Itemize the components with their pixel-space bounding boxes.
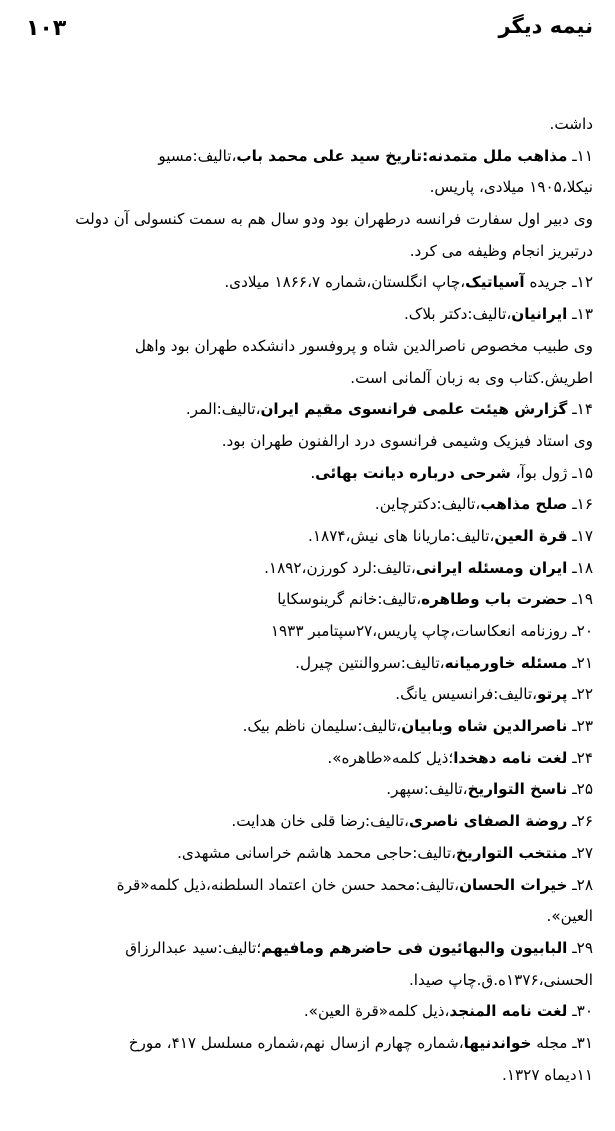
- text-span: ۱۵ـ ژول بوآ،: [510, 463, 593, 482]
- text-span: ۲۸ـ: [567, 875, 593, 894]
- text-span: ،تالیف:محمد حسن خان اعتماد السلطنه،ذیل کلمه«قرة: [116, 875, 460, 894]
- text-line: [21, 492, 593, 516]
- text-span: ،شماره چهارم ازسال نهم،شماره مسلسل ۴۱۷، مورخ: [128, 1033, 464, 1052]
- text-line: [21, 873, 593, 897]
- text-span: ،چاپ انگلستان،شماره ۱۸۶۶،۷ میلادی.: [224, 273, 466, 292]
- text-line: [21, 809, 593, 833]
- text-line: [21, 936, 593, 960]
- reference-title: مذاهب ملل متمدنه:تاریخ سید علی محمد باب: [236, 146, 568, 165]
- text-span: ؛ذیل کلمه«طاهره».: [327, 748, 454, 767]
- reference-title: ناصرالدین شاه وبابیان: [401, 717, 568, 736]
- reference-title: مسئله خاورمیانه: [444, 653, 568, 672]
- text-line: [21, 429, 593, 453]
- text-line: [21, 999, 593, 1023]
- text-span: ۲۴ـ: [567, 748, 593, 767]
- text-span: ۱۴ـ: [567, 400, 593, 419]
- text-span: ۱۲ـ جریده: [524, 273, 593, 292]
- text-span: ۱۳ـ: [567, 305, 593, 324]
- text-line: [21, 587, 593, 611]
- text-span: ،تالیف:سلیمان ناظم بیک.: [242, 717, 402, 736]
- text-line: [21, 175, 593, 199]
- running-header-title: نیمه دیگر: [498, 14, 593, 38]
- reference-title: پرتو: [537, 685, 568, 704]
- text-span: ۲۷ـ: [567, 843, 593, 862]
- text-span: درتبریز انجام وظیفه می کرد.: [409, 241, 593, 260]
- text-span: ۱۹ـ: [567, 590, 593, 609]
- reference-title: البابیون والبهائیون فی حاضرهم ومافیهم: [261, 938, 568, 957]
- text-line: [21, 366, 593, 390]
- text-span: داشت.: [549, 115, 593, 133]
- text-span: ،ذیل کلمه«قرة العین».: [303, 1002, 450, 1021]
- text-span: الحسنی،۱۳۷۶ه.ق.چاپ صیدا.: [408, 970, 593, 989]
- reference-title: قرة العین: [494, 526, 568, 545]
- text-span: ،تالیف:المر.: [185, 400, 261, 419]
- text-span: .: [310, 463, 316, 482]
- text-span: ،تالیف:دکتر بلاک.: [403, 305, 512, 324]
- text-line: [21, 112, 593, 136]
- text-span: وی طبیب مخصوص ناصرالدین شاه و پروفسور دانشکده طهران بود واهل: [134, 336, 593, 355]
- text-span: ،تالیف:حاجی محمد هاشم خراسانی مشهدی.: [177, 843, 457, 862]
- text-span: ۱۱ـ: [567, 146, 593, 165]
- text-span: ۲۳ـ: [567, 717, 593, 736]
- reference-title: ایران ومسئله ایرانی: [415, 558, 568, 577]
- text-span: ۲۰ـ روزنامه انعکاسات،چاپ پاریس،۲۷سپتامبر ۱۹۳۳: [270, 622, 593, 640]
- reference-title: ناسخ التواریخ: [467, 780, 568, 799]
- text-line: [21, 651, 593, 675]
- text-line: [21, 207, 593, 231]
- text-span: ،تالیف:سپهر.: [386, 780, 468, 799]
- text-span: ۳۱ـ مجله: [531, 1033, 593, 1052]
- text-span: ۲۶ـ: [567, 812, 593, 831]
- text-line: [21, 777, 593, 801]
- text-span: نیکلا،۱۹۰۵ میلادی، پاریس.: [429, 178, 593, 197]
- text-span: اطریش.کتاب وی به زبان آلمانی است.: [350, 368, 593, 387]
- text-line: [21, 714, 593, 738]
- reference-title: آسیاتیک: [465, 273, 525, 292]
- text-line: [21, 619, 593, 643]
- text-line: [21, 682, 593, 706]
- reference-title: ایرانیان: [511, 305, 568, 324]
- text-span: وی دبیر اول سفارت فرانسه درطهران بود ودو سال هم به سمت کنسولی آن دولت: [75, 210, 593, 229]
- text-span: ،تالیف:لرد کورزن،۱۸۹۲.: [264, 558, 416, 577]
- text-line: [21, 397, 593, 421]
- text-span: ،تالیف:دکترچاین.: [374, 495, 481, 514]
- text-span: ۱۸ـ: [567, 558, 593, 577]
- reference-title: منتخب التواریخ: [456, 843, 568, 862]
- text-line: [21, 302, 593, 326]
- text-span: ۲۱ـ: [567, 653, 593, 672]
- text-span: ۳۰ـ: [567, 1002, 593, 1021]
- text-line: [21, 968, 593, 992]
- text-line: [21, 746, 593, 770]
- reference-title: خواندنیها: [463, 1033, 532, 1052]
- text-line: [21, 1031, 593, 1055]
- text-line: [21, 239, 593, 263]
- text-span: ،تالیف:رضا قلی خان هدایت.: [231, 812, 409, 831]
- text-line: [21, 841, 593, 865]
- reference-title: صلح مذاهب: [480, 495, 568, 514]
- text-span: ۲۵ـ: [567, 780, 593, 799]
- text-span: ۱۶ـ: [567, 495, 593, 514]
- text-line: [21, 144, 593, 168]
- bibliography-text: [21, 112, 593, 1094]
- text-span: ،تالیف:خانم گرینوسکایا: [277, 590, 422, 609]
- reference-title: حضرت باب وطاهره: [421, 590, 568, 609]
- reference-title: لغت نامه دهخدا: [453, 748, 568, 767]
- text-span: ،تالیف:مسیو: [158, 146, 237, 165]
- text-line: [21, 904, 593, 928]
- text-span: وی استاد فیزیک وشیمی فرانسوی درد ارالفنون طهران بود.: [221, 431, 593, 450]
- text-line: [21, 524, 593, 548]
- text-line: [21, 1063, 593, 1087]
- reference-title: شرحی درباره دیانت بهائی: [315, 463, 511, 482]
- text-line: [21, 461, 593, 485]
- text-span: ۱۱دیماه ۱۳۲۷.: [502, 1065, 593, 1084]
- text-span: ،تالیف:ماریانا های نیش،۱۸۷۴.: [308, 526, 495, 545]
- reference-title: روضة الصفای ناصری: [408, 812, 568, 831]
- text-line: [21, 556, 593, 580]
- text-span: العین».: [546, 907, 593, 926]
- text-span: ،تالیف:سروالنتین چیرل.: [295, 653, 445, 672]
- text-span: ۲۹ـ: [567, 938, 593, 957]
- text-span: ،تالیف:فرانسیس یانگ.: [395, 685, 538, 704]
- page-number: ۱۰۳: [26, 16, 67, 41]
- text-span: ۲۲ـ: [567, 685, 593, 704]
- text-span: ؛تالیف:سید عبدالرزاق: [125, 938, 262, 957]
- text-line: [21, 270, 593, 294]
- reference-title: لغت نامه المنجد: [449, 1002, 568, 1021]
- text-span: ۱۷ـ: [567, 526, 593, 545]
- reference-title: خیرات الحسان: [459, 875, 568, 894]
- text-line: [21, 334, 593, 358]
- reference-title: گزارش هیئت علمی فرانسوی مقیم ایران: [260, 400, 568, 419]
